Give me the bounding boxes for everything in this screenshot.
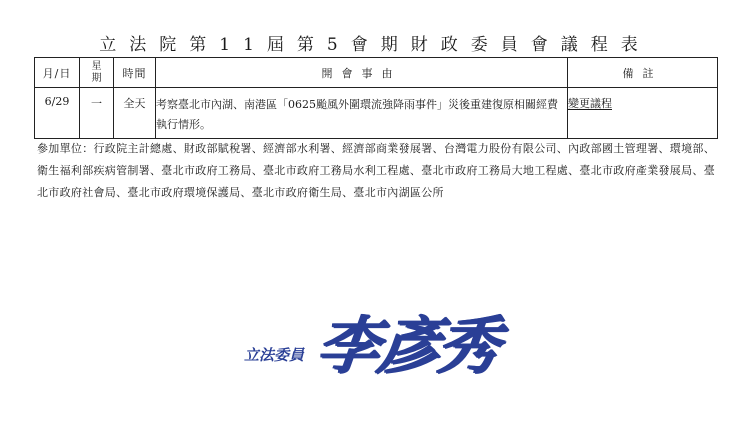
- participants-text: 參加單位：行政院主計總處、財政部賦稅署、經濟部水利署、經濟部商業發展署、台灣電力股份有限公司、內政部國土管理署、環境部、衛生福利部疾病管制署、臺北市政府工務局、臺北市政府工務局水利工程處、臺北市政府工務局大地工程處、臺北市政府產業發展局、臺北市政府社會局、臺北市政府環境保護局、臺北市政府衛生局、臺北市內湖區公所: [37, 142, 715, 199]
- cell-subject: 考察臺北市內湖、南港區「0625颱風外圍環流強降雨事件」災後重建復原相關經費執行情形。: [156, 88, 568, 139]
- column-header-remarks: 備註: [568, 58, 718, 88]
- column-header-subject: 開會事由: [156, 58, 568, 88]
- signature-title: 立法委員: [244, 345, 305, 364]
- signature-name: 李彥秀: [313, 308, 502, 382]
- column-header-weekday: [80, 58, 114, 88]
- table-row: [35, 88, 718, 139]
- cell-date: 6/29: [35, 88, 80, 139]
- page-title: 立法院第11屆第5會期財政委員會議程表: [99, 35, 651, 55]
- cell-remarks: [568, 88, 718, 139]
- column-header-time: 時間: [114, 58, 156, 88]
- cell-weekday: 一: [80, 88, 114, 139]
- table-header-row: [35, 58, 718, 88]
- column-header-weekday-top: 星: [91, 60, 102, 72]
- column-header-date: 月/日: [35, 58, 80, 88]
- agenda-table: [34, 57, 718, 139]
- signature: [244, 290, 502, 390]
- remarks-text: 變更議程: [568, 97, 612, 110]
- cell-time: 全天: [114, 88, 156, 139]
- column-header-weekday-bottom: 期: [91, 72, 102, 84]
